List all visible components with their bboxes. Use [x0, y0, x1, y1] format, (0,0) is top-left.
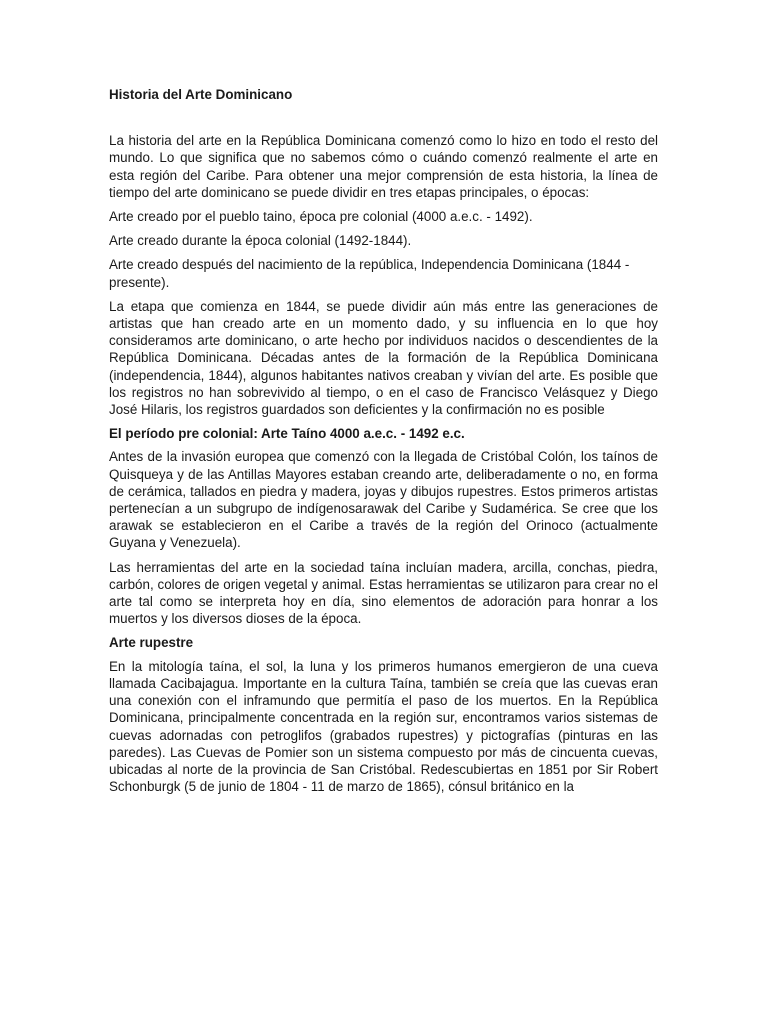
tools-paragraph: Las herramientas del arte en la sociedad taína incluían madera, arcilla, conchas, piedra, carbón, colores de origen vegetal y animal. Estas herramientas se utilizaron para crear no el arte tal como se interpreta hoy en día, sino elementos de adoración para honrar a los muertos y los diversos dioses de la época.	[109, 559, 658, 627]
mythology-paragraph: En la mitología taína, el sol, la luna y los primeros humanos emergieron de una cueva llamada Cacibajagua. Importante en la cultura Taína, también se creía que las cuevas eran una conexión con el inframundo que permitía el paso de los muertos. En la República Dominicana, principalmente concentrada en la región sur, encontramos varios sistemas de cuevas adornadas con petroglifos (grabados rupestres) y pictografías (pinturas en las paredes). Las Cuevas de Pomier son un sistema compuesto por más de cincuenta cuevas, ubicadas al norte de la provincia de San Cristóbal. Redescubiertas en 1851 por Sir Robert Schonburgk (5 de junio de 1804 - 11 de marzo de 1865), cónsul británico en la	[109, 658, 658, 795]
rupestre-heading: Arte rupestre	[109, 635, 194, 651]
stage-3-paragraph: Arte creado después del nacimiento de la república, Independencia Dominicana (1844 - presente).	[109, 257, 630, 290]
stage-1-paragraph: Arte creado por el pueblo taino, época pre colonial (4000 a.e.c. - 1492).	[109, 209, 533, 225]
document-page	[109, 86, 658, 802]
stage-1844-paragraph: La etapa que comienza en 1844, se puede dividir aún más entre las generaciones de artistas que han creado arte en un momento dado, y su influencia en lo que hoy consideramos arte dominicano, o arte hecho por individuos nacidos o descendientes de la República Dominicana. Décadas antes de la formación de la República Dominicana (independencia, 1844), algunos habitantes nativos creaban y vivían del arte. Es posible que los registros no han sobrevivido al tiempo, o en el caso de Francisco Velásquez y Diego José Hilaris, los registros guardados son deficientes y la confirmación no es posible	[109, 298, 658, 418]
stage-2-paragraph: Arte creado durante la época colonial (1492-1844).	[109, 233, 412, 249]
precolonial-heading: El período pre colonial: Arte Taíno 4000 a.e.c. - 1492 e.c.	[109, 426, 465, 442]
intro-paragraph: La historia del arte en la República Dominicana comenzó como lo hizo en todo el resto del mundo. Lo que significa que no sabemos cómo o cuándo comenzó realmente el arte en esta región del Caribe. Para obtener una mejor comprensión de esta historia, la línea de tiempo del arte dominicano se puede dividir en tres etapas principales, o épocas:	[109, 133, 658, 200]
document-title: Historia del Arte Dominicano	[109, 87, 293, 102]
invasion-paragraph: Antes de la invasión europea que comenzó con la llegada de Cristóbal Colón, los taínos de Quisqueya y de las Antillas Mayores estaban creando arte, deliberadamente o no, en forma de cerámica, tallados en piedra y madera, joyas y dibujos rupestres. Estos primeros artistas pertenecían a un subgrupo de indígenosarawak del Caribe y Sudamérica. Se cree que los arawak se establecieron en el Caribe a través de la región del Orinoco (actualmente Guyana y Venezuela).	[109, 449, 658, 551]
